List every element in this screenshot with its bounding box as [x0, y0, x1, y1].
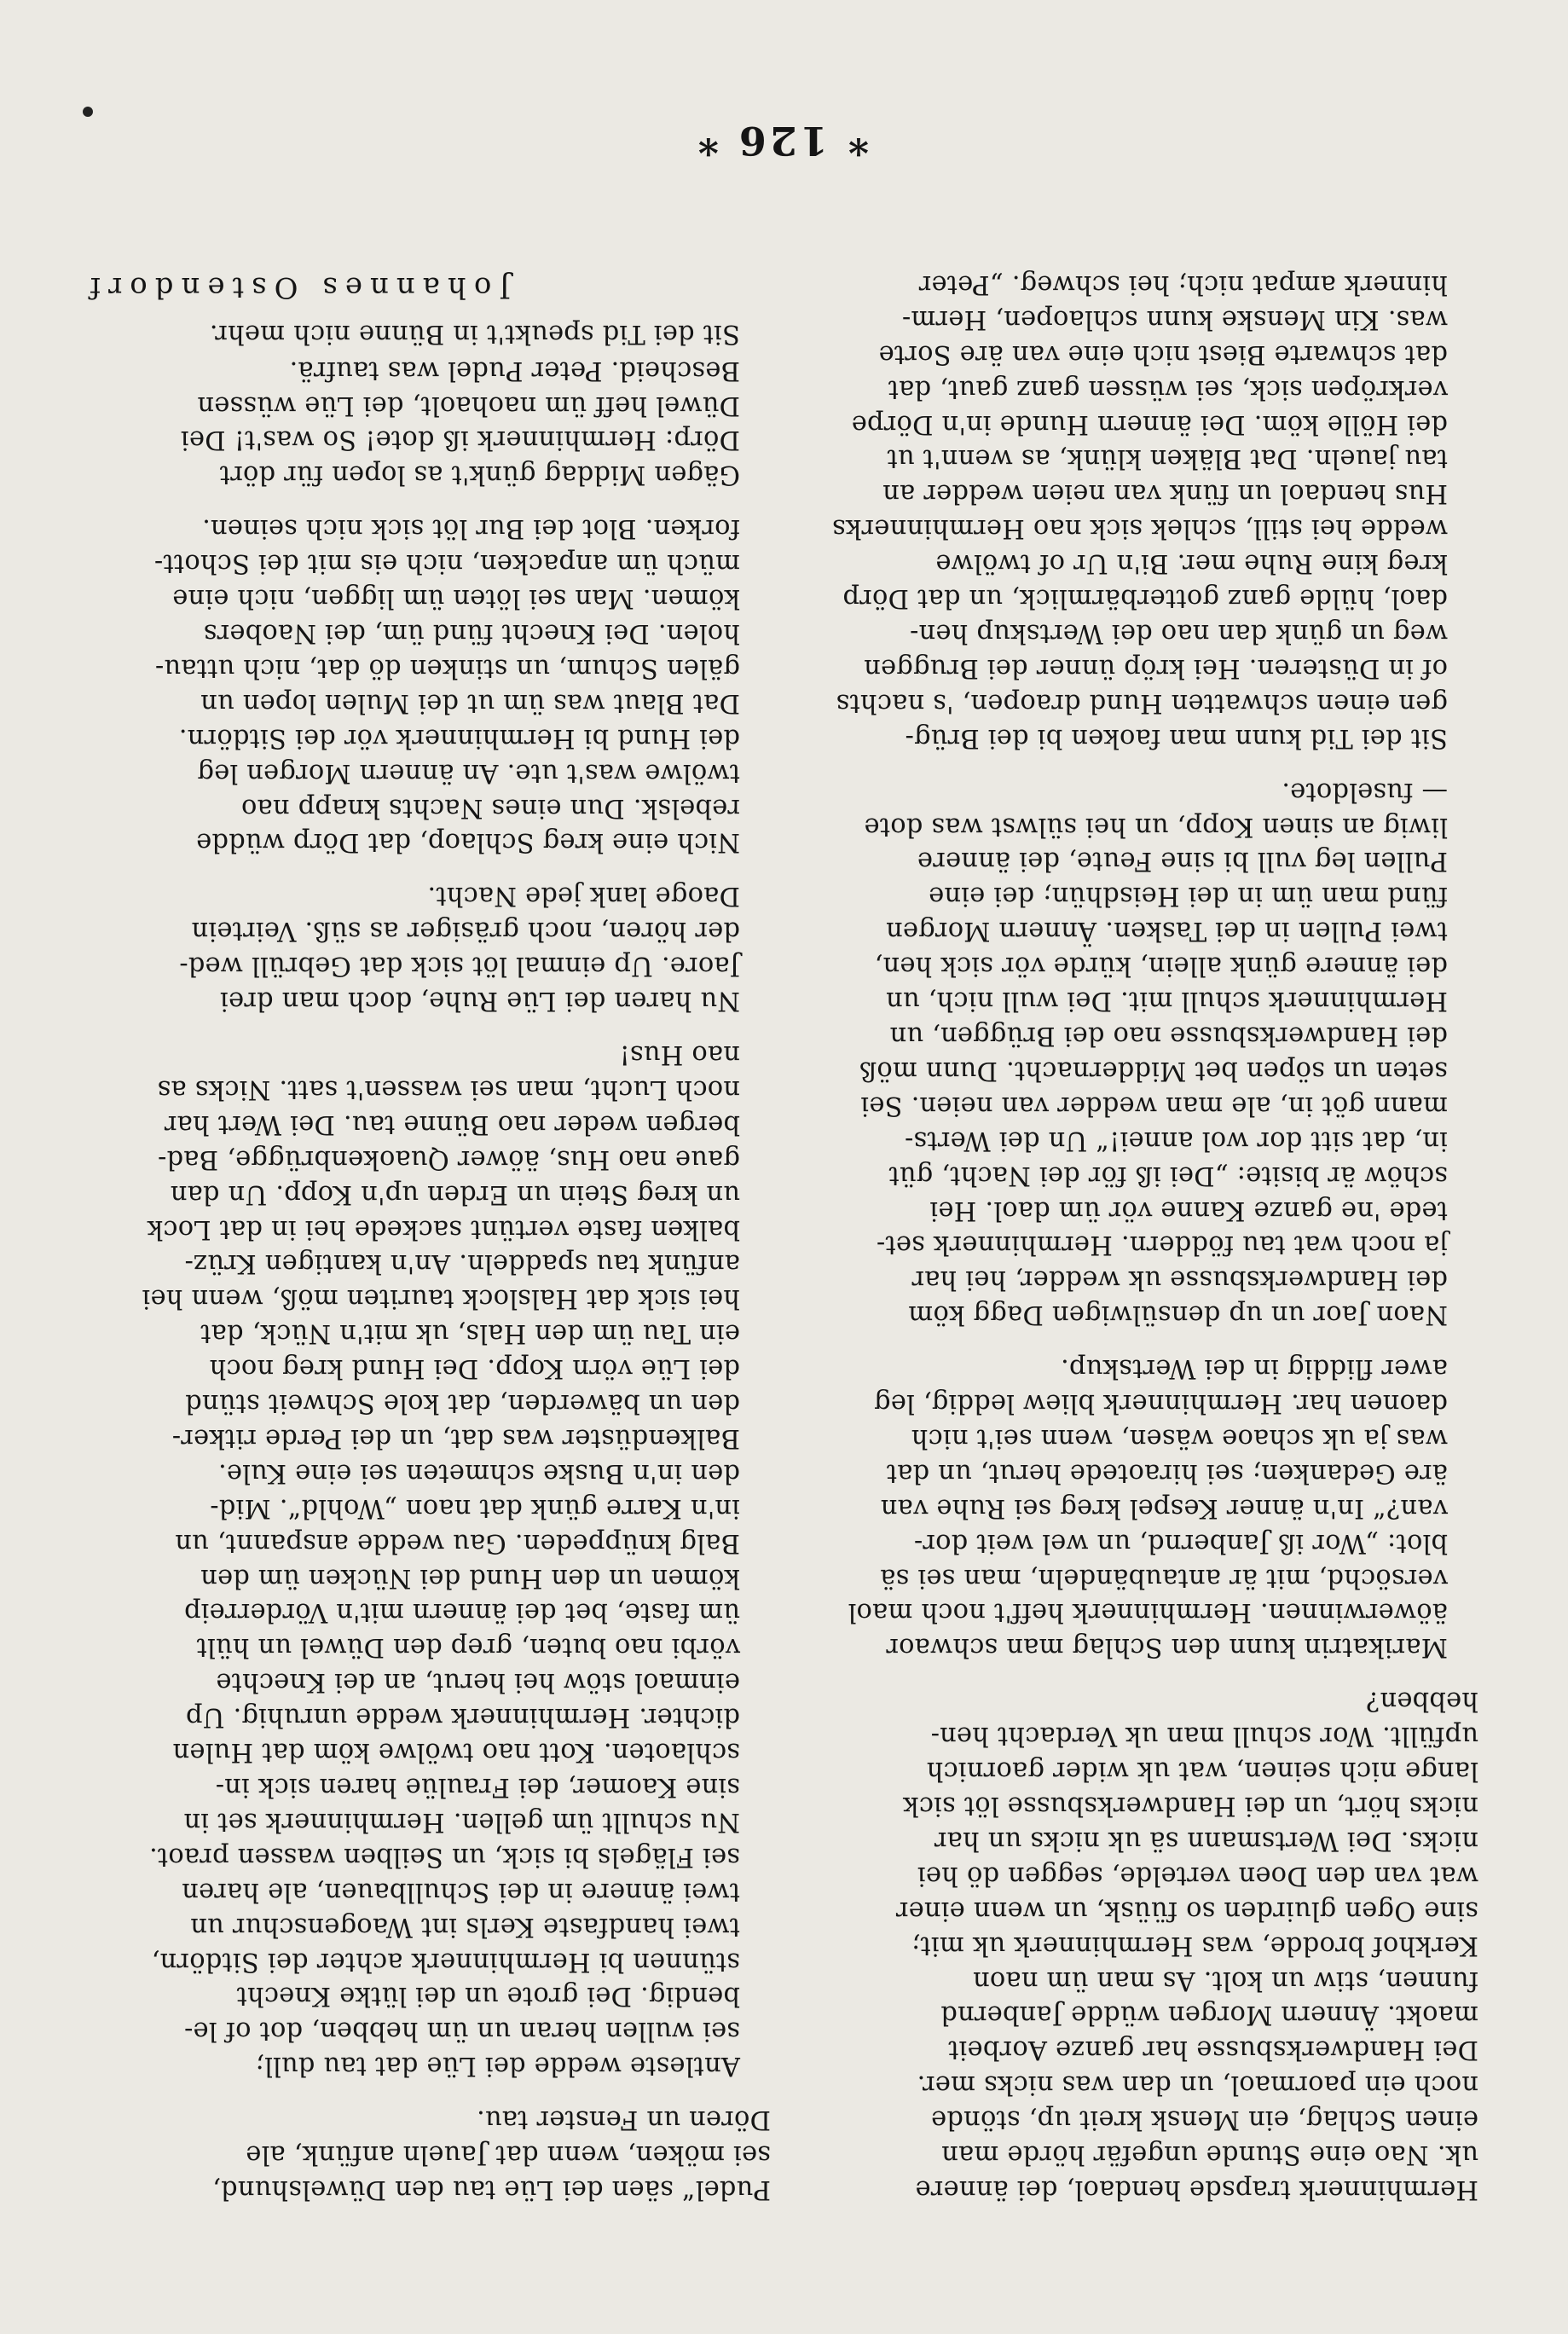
text-line: Pullen leg vull bi sine Feute, dei ännere: [917, 846, 1448, 877]
text-line: gaue nao Hus, äöwer Quaokenbrügge, Bad-: [157, 1144, 740, 1174]
paragraph: [89, 316, 771, 350]
page-number: * 126 *: [694, 118, 869, 164]
text-line: einen Schlag, ein Mensk kreit up, stönde: [930, 2105, 1478, 2135]
text-line: schlaoten. Kott nao twölwe köm dat Hulen: [172, 1737, 740, 1768]
text-line: Hermhinnerk schull mit. Dei wull nich, un: [885, 986, 1448, 1016]
text-line: dei Handwerksbusse nao dei Brüggen, un: [889, 1021, 1448, 1051]
left-column: [796, 266, 1478, 2206]
text-line: der hören, noch gräsiger as süß. Veirtein: [191, 916, 740, 947]
text-line: gälen Schum, un stinken dö dat, nich uttau-: [154, 652, 740, 683]
text-line: Dörp: Hermhinnerk iß dote! So was't! Dei: [180, 425, 740, 455]
text-line: weg un günk dan nao dei Wertskup hen-: [909, 618, 1448, 649]
text-line: gen einen schwatten Hund draopen, 's nachts: [836, 687, 1448, 718]
text-line: fünd man üm in dei Heisdhün; dei eine: [928, 881, 1448, 912]
text-line: twei handfaste Kerls int Waogenschur un: [190, 1911, 740, 1942]
text-line: dei Hölle köm. Dei ännern Hunde in'n Dörpe: [851, 408, 1448, 439]
text-line: stünnen bi Hermhinnerk achter dei Sitdörn,: [151, 1946, 740, 1977]
text-line: in, dat sitt dor wol annei!“ Un dei Werts-: [904, 1125, 1448, 1155]
text-line: wat van den Doen vertelde, seggen dö hei: [917, 1860, 1478, 1891]
text-line: sine Ogen gluirden so füüsk, un wenn einer: [895, 1895, 1478, 1926]
text-line: den in'n Buske schmeten sei eine Kule.: [217, 1457, 740, 1488]
text-line: dat schwarte Biest nich eine van äre Sorte: [878, 339, 1448, 369]
text-line: ein Tau üm den Hals, uk mit'n Nück, dat: [200, 1318, 740, 1349]
text-line: üm faste, bet dei ännern mit'n Vörderreip: [183, 1597, 740, 1628]
paragraph: [89, 352, 771, 492]
text-line: hei sick dat Halslock tauriten möß, wenn hei: [142, 1283, 740, 1314]
text-line: Nu schullt üm gellen. Hermhinnerk set in: [183, 1806, 740, 1837]
text-line: noch ein paormaol, un dan was nicks mer.: [917, 2070, 1478, 2100]
text-line: Bescheid. Peter Pudel was taufrä.: [289, 355, 740, 385]
text-line: einmaol stöw hei herut, an dei Knechte: [216, 1667, 740, 1698]
text-line: anfünk tau spaddeln. An'n kantigen Krüz-: [184, 1248, 740, 1279]
text-line: den un bäwerden, dat kole Schweit stünd: [185, 1388, 740, 1419]
text-line: Gägen Middag günk't as lopen für dört: [219, 460, 740, 490]
text-line: maokt. Ännern Morgen wüdde Janbernd: [940, 2000, 1478, 2030]
text-line: sine Kaomer, dei Fraulüe haren sick in-: [215, 1772, 740, 1803]
text-line: Dat Blaut was üm ut dei Mulen lopen un: [200, 687, 740, 718]
text-line: Düwel heff üm naohaolt, dei Lüe wüssen: [197, 390, 740, 420]
text-line: Hus hendaol un fünk van neien wedder an: [882, 478, 1448, 509]
text-line: nao Hus!: [619, 1040, 740, 1069]
text-line: dichter. Hermhinnerk wedde unruhig. Up: [185, 1702, 740, 1733]
paragraph: [796, 266, 1478, 755]
text-line: Naon Jaor un up densülwigen Dagg köm: [908, 1300, 1448, 1330]
text-line: schöw är bisite: „Dei iß för dei Nacht, güt: [888, 1160, 1448, 1190]
text-line: sei Flägels bi sick, un Seilben wassen praot.: [148, 1841, 740, 1872]
text-line: Sit dei Tid kunn man faoken bi dei Brüg-: [905, 722, 1448, 753]
text-line: van?“ In'n änner Kespel kreg sei Ruhe van: [880, 1492, 1448, 1523]
text-line: dei Handwerksbusse uk wedder, hei har: [911, 1265, 1448, 1295]
text-line: Jaore. Up einmal löt sick dat Gebrüll wed-: [179, 951, 740, 982]
paragraph: [89, 510, 771, 859]
text-line: blot: „Wor iß Janbernd, un wel weit dor-: [913, 1527, 1448, 1558]
text-line: kömen. Man sei löten üm liggen, nich eine: [172, 583, 740, 614]
text-line: daonen har. Hermhinnerk bliew leddig, leg: [873, 1388, 1448, 1419]
text-line: bergen weder nao Bünne tau. Dei Wert har: [164, 1109, 740, 1139]
text-line: holen. Dei Knecht fünd üm, dei Naobers: [203, 618, 740, 649]
text-line: awer fliddig in dei Wertskup.: [1060, 1353, 1448, 1384]
paragraph: [89, 1036, 771, 2082]
text-line: dei ännere günk allein, kürde vör sick hen,: [874, 951, 1448, 982]
text-line: Marikatrin kunn den Schlag man schwaor: [886, 1632, 1448, 1663]
paragraph: [796, 1682, 1478, 2206]
text-line: uk. Nao eine Stunde ungefär hörde man: [941, 2140, 1478, 2170]
paragraph: [89, 877, 771, 1017]
text-line: Nu haren dei Lüe Ruhe, doch man drei: [219, 986, 740, 1016]
text-line: äöwerwinnen. Hermhinnerk heff't noch maol: [848, 1597, 1448, 1628]
text-line: un kreg Stein un Erden up'n Kopp. Un dan: [170, 1179, 740, 1209]
text-line: Antleste wedde dei Lüe dat tau dull;: [255, 2051, 740, 2082]
text-line: sei möken, wenn dat Jaueln anfünk, ale: [246, 2140, 771, 2170]
text-line: nicks hört, un dei Handwerksbusse löt sick: [902, 1791, 1478, 1821]
text-line: forken. Blot dei Bur löt sick nich seinen.: [201, 513, 740, 544]
ink-spot: [83, 107, 93, 117]
text-line: sei wullen heran un üm hebben, dot of le-: [183, 2016, 740, 2047]
text-line: Daoge lank jede Nacht.: [427, 881, 740, 912]
text-line: verkröpen sick, sei wüssen ganz gaut, dat: [888, 374, 1448, 404]
text-line: hinnerk ampat nich; hei schweg. „Peter: [918, 269, 1448, 299]
text-line: nicks. Dei Wertsmann sä uk nicks un har: [934, 1825, 1478, 1856]
text-line: kreg kine Ruhe mer. Bi'n Ur of twölwe: [935, 548, 1448, 579]
text-line: ja noch wat tau föddern. Hermhinnerk set-: [876, 1230, 1448, 1260]
text-line: was. Kin Menske kunn schlaopen, Herm-: [901, 304, 1448, 334]
text-line: lange nich seinen, wat uk wider gaornich: [926, 1756, 1478, 1787]
text-line: Dei Handwerksbusse har ganze Aorbeit: [947, 2035, 1478, 2065]
text-line: äre Gedanken; sei hiraotede herut, un dat: [886, 1457, 1448, 1488]
text-line: versöchd, mit är antaubändeln, man sei sä: [880, 1562, 1448, 1593]
text-line: hebben?: [1365, 1686, 1478, 1717]
text-line: twölwe was't ute. An ännern Morgen leg: [197, 757, 740, 788]
text-line: wedde hei still, schlek sick nao Hermhinnerks: [831, 513, 1448, 544]
text-line: müch üm anpacken, nich eis mit dei Schott-: [153, 548, 740, 579]
text-line: noch Lucht, man sei wassen't satt. Nicks as: [157, 1074, 740, 1104]
text-line: of in Düsteren. Hei kröp ünner dei Bruggen: [864, 652, 1448, 683]
paragraph: [89, 2101, 771, 2206]
text-line: Dören un Fenster tau.: [476, 2105, 771, 2135]
text-line: liwig an sinen Kopp, un hei sülwst was dote: [864, 811, 1448, 842]
text-line: twei ännere in dei Schullbauen, ale haren: [181, 1876, 740, 1907]
text-line: Nich eine kreg Schlaop, dat Dörp wüdde: [196, 827, 740, 858]
text-line: funnen, stiw un kolt. As man üm naon: [972, 1965, 1478, 1995]
text-line: rebelsk. Dun eines Nachts knapp nao: [240, 792, 740, 823]
author-signature: Johannes Ostendorf: [82, 270, 511, 304]
text-line: twei Pullen in dei Tasken. Ännern Morgen: [885, 916, 1448, 947]
text-line: Sit dei Tid speukt't in Bünne nich mehr.: [209, 318, 740, 349]
text-line: Balg knüppeden. Gau wedde anspannt, un: [175, 1527, 740, 1558]
text-line: Pudel“ säen dei Lüe tau den Düwelshund,: [212, 2175, 771, 2204]
text-line: Balkendüster was dat, un dei Perde ritker-: [171, 1422, 740, 1453]
text-line: was ja uk schaoe wäsen, wenn sei't nich: [911, 1422, 1448, 1453]
text-line: bendig. Dei grote un dei lütke Knecht: [236, 1981, 740, 2012]
text-line: daol, hüldе ganz gotterbärmlick, un dat Dörp: [842, 583, 1448, 614]
text-line: Kerkhof brodde, was Hermhinnerk uk mit;: [911, 1930, 1478, 1960]
text-line: upfüllt. Wor schull man uk Verdacht hen-: [930, 1721, 1478, 1752]
text-line: dei Hund bi Hermhinnerk vör dei Sitdörn.: [178, 722, 740, 753]
text-line: kömen un den Hund dei Nücken üm den: [200, 1562, 740, 1593]
paragraph: [796, 773, 1478, 1332]
text-line: balken faste vertünt sackede hei in dat Lock: [147, 1213, 740, 1244]
text-line: Hermhinnerk trapsde hendaol, dei ännere: [915, 2175, 1478, 2204]
text-line: mann göt in, ale man wedder van neien. Sei: [860, 1090, 1448, 1121]
text-line: tau jaueln. Dat Bläken klünk, as wenn't ut: [887, 443, 1448, 474]
text-line: dei Lüe vörn Kopp. Dei Hund kreg noch: [209, 1353, 740, 1384]
text-line: vörbi nao buten, grep den Düwel un hült: [196, 1632, 740, 1663]
text-line: seten un söpen bet Middernacht. Dunn möß: [859, 1055, 1448, 1086]
text-line: tede 'ne ganze Kanne vör üm daol. Hei: [929, 1195, 1448, 1225]
paragraph: [796, 1350, 1478, 1664]
right-column: [89, 316, 771, 2206]
text-line: — fuseldote.: [1282, 776, 1448, 807]
text-line: in'n Karre günk dat naon „Wohld“. Mid-: [210, 1492, 740, 1523]
